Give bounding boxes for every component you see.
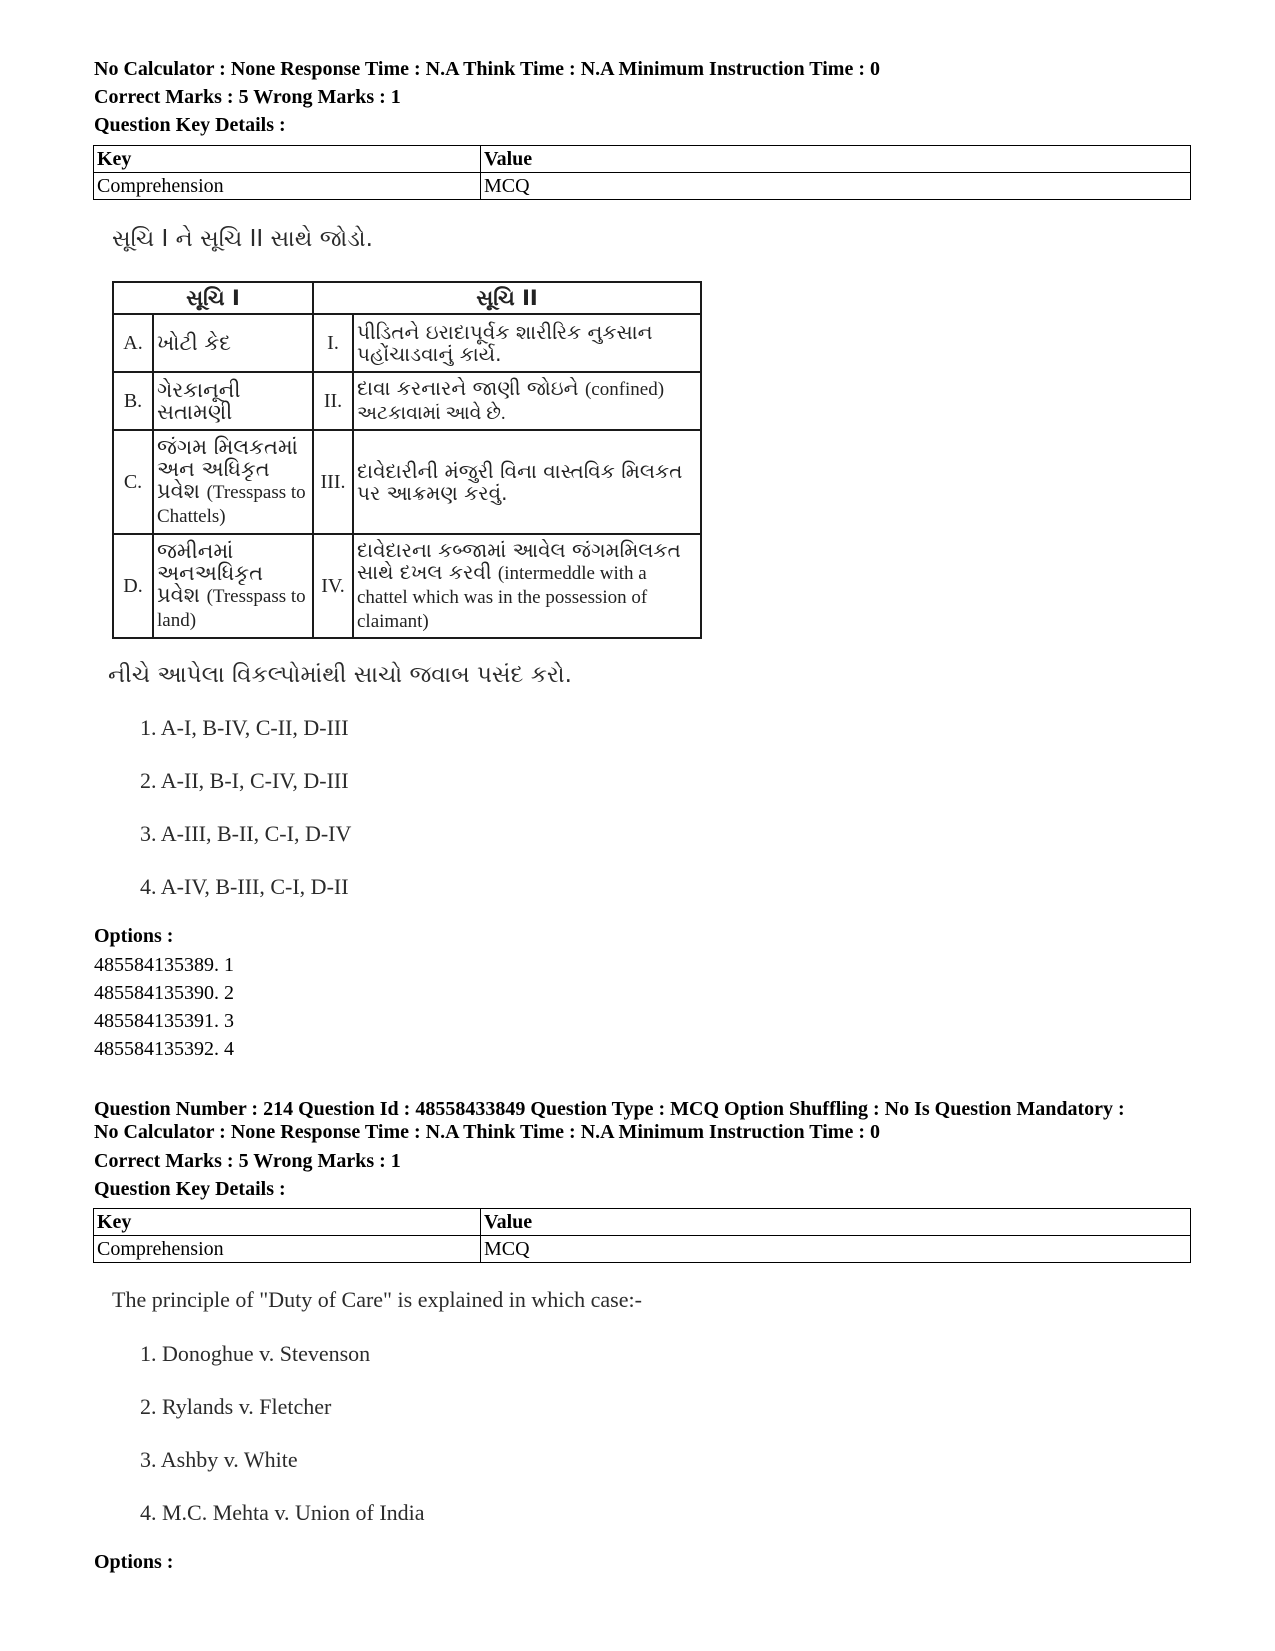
key-table-row [94, 173, 1191, 200]
row-left-text: ગેરકાનૂની સતામણી [153, 372, 313, 430]
q1-options-label: Options : [94, 925, 174, 947]
q1-option-id: 485584135391. 3 [94, 1010, 234, 1032]
row-right-text: દાવા કરનારને જાણી જોઇને (confined) અટકાવામાં આવે છે. [353, 372, 701, 430]
row-left-text: ખોટી કેદ [153, 314, 313, 372]
key-table-row [94, 1236, 1191, 1263]
q1-instruction: નીચે આપેલા વિકલ્પોમાંથી સાચો જવાબ પસંદ કરો. [108, 662, 572, 688]
q2-marks-line: Correct Marks : 5 Wrong Marks : 1 [94, 1150, 401, 1172]
q1-prompt: સૂચિ I ને સૂચિ II સાથે જોડો. [112, 226, 373, 252]
row-key: D. [113, 534, 153, 638]
q2-meta-line2: No Calculator : None Response Time : N.A Think Time : N.A Minimum Instruction Time : 0 [94, 1121, 880, 1143]
q1-option-id: 485584135389. 1 [94, 954, 234, 976]
list-1-header: સૂચિ I [113, 282, 313, 314]
key-header: Key [94, 146, 481, 173]
row-key: B. [113, 372, 153, 430]
row-right-key: IV. [313, 534, 353, 638]
q2-options-label: Options : [94, 1551, 174, 1573]
q1-choice: 4. A-IV, B-III, C-I, D-II [140, 874, 349, 899]
q1-marks-line: Correct Marks : 5 Wrong Marks : 1 [94, 86, 401, 108]
value-cell: MCQ [481, 173, 1191, 200]
q2-header-line: Question Number : 214 Question Id : 48558433849 Question Type : MCQ Option Shuffling : No Is Question Mandatory : [94, 1098, 1125, 1120]
row-right-key: I. [313, 314, 353, 372]
q1-choice: 3. A-III, B-II, C-I, D-IV [140, 821, 352, 846]
key-cell: Comprehension [94, 1236, 481, 1263]
key-table-header [94, 146, 1191, 173]
row-right-text: દાવેદારના કબ્જામાં આવેલ જંગમમિલકત સાથે દખલ કરવી (intermeddle with a chattel which was in the possession of claimant) [353, 534, 701, 638]
value-header: Value [481, 1209, 1191, 1236]
q2-prompt: The principle of "Duty of Care" is explained in which case:- [112, 1287, 642, 1312]
match-row [113, 534, 701, 638]
row-right-text: દાવેદારીની મંજુરી વિના વાસ્તવિક મિલકત પર આક્રમણ કરવું. [353, 430, 701, 534]
row-key: A. [113, 314, 153, 372]
q2-key-table [93, 1208, 1191, 1263]
q1-meta-line1: No Calculator : None Response Time : N.A Think Time : N.A Minimum Instruction Time : 0 [94, 58, 880, 80]
q2-choice: 2. Rylands v. Fletcher [140, 1394, 332, 1419]
q1-choice: 1. A-I, B-IV, C-II, D-III [140, 715, 349, 740]
value-header: Value [481, 146, 1191, 173]
row-right-key: II. [313, 372, 353, 430]
match-table [112, 281, 702, 639]
q1-key-table [93, 145, 1191, 200]
value-cell: MCQ [481, 1236, 1191, 1263]
q2-choice: 3. Ashby v. White [140, 1447, 298, 1472]
match-table-header [113, 282, 701, 314]
match-row [113, 430, 701, 534]
row-left-text: જમીનમાં અનઅધિકૃત પ્રવેશ (Tresspass to land) [153, 534, 313, 638]
key-table-header [94, 1209, 1191, 1236]
q1-choice: 2. A-II, B-I, C-IV, D-III [140, 768, 349, 793]
row-key: C. [113, 430, 153, 534]
row-right-key: III. [313, 430, 353, 534]
q1-option-id: 485584135390. 2 [94, 982, 234, 1004]
q1-option-id: 485584135392. 4 [94, 1038, 234, 1060]
q2-key-details-label: Question Key Details : [94, 1178, 286, 1200]
q1-key-details-label: Question Key Details : [94, 114, 286, 136]
match-row [113, 314, 701, 372]
key-cell: Comprehension [94, 173, 481, 200]
key-header: Key [94, 1209, 481, 1236]
list-2-header: સૂચિ II [313, 282, 701, 314]
q2-choice: 4. M.C. Mehta v. Union of India [140, 1500, 425, 1525]
q2-choice: 1. Donoghue v. Stevenson [140, 1341, 371, 1366]
match-row [113, 372, 701, 430]
row-right-text: પીડિતને ઇરાદાપૂર્વક શારીરિક નુકસાન પહોંચાડવાનું કાર્ય. [353, 314, 701, 372]
row-left-text: જંગમ મિલકતમાં અન અધિકૃત પ્રવેશ (Tresspass to Chattels) [153, 430, 313, 534]
